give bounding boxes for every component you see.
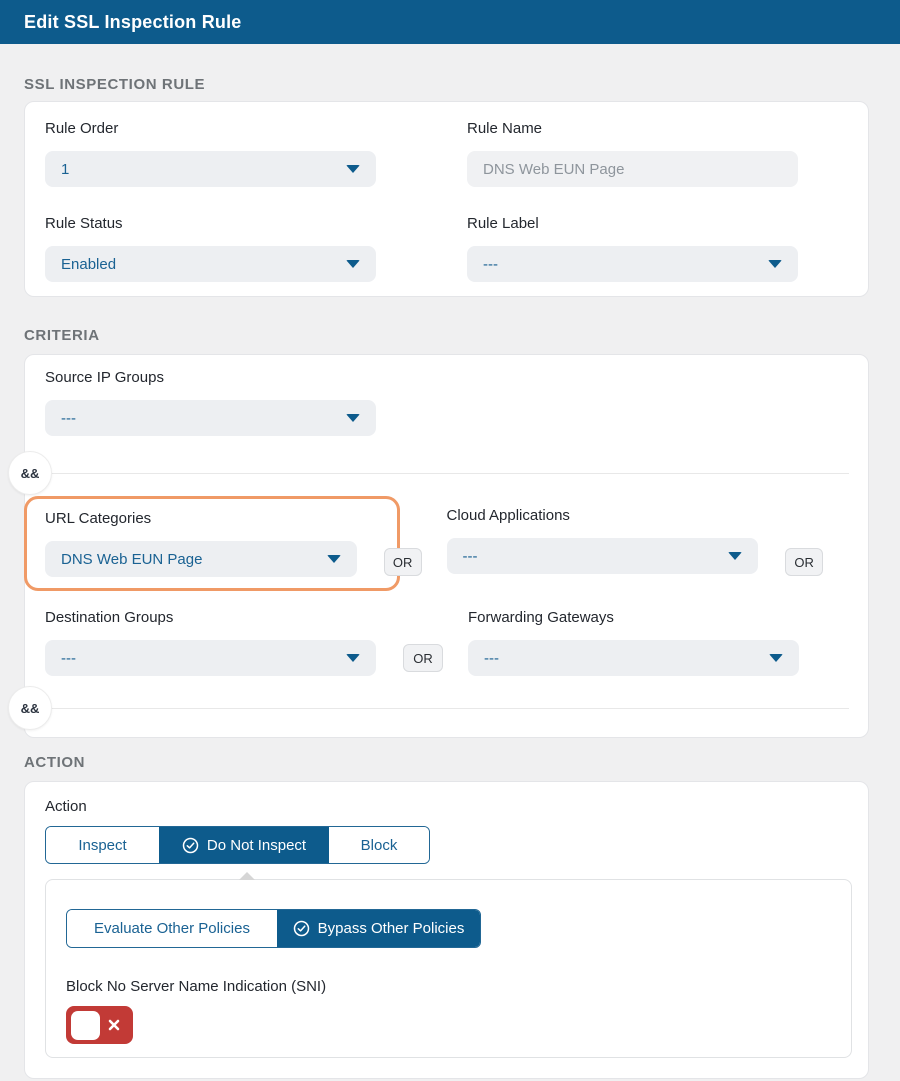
field-cloud-applications (447, 507, 759, 580)
dialog-header (0, 0, 900, 44)
policy-tab-group (66, 909, 481, 948)
page-title: Edit SSL Inspection Rule (24, 11, 242, 32)
action-card (24, 781, 869, 1079)
cloud-applications-value: --- (462, 547, 478, 565)
action-tab-group (45, 826, 430, 864)
destination-groups-label: Destination Groups (45, 609, 174, 626)
rule-card (24, 101, 869, 297)
chevron-down-icon (728, 552, 742, 560)
and-operator-badge: && (8, 451, 52, 495)
divider (52, 708, 849, 709)
rule-label-label: Rule Label (467, 215, 539, 232)
field-rule-name (467, 120, 798, 187)
rule-order-label: Rule Order (45, 120, 119, 137)
url-categories-dropdown[interactable] (45, 541, 357, 577)
criteria-card (20, 354, 869, 738)
url-categories-highlight (24, 496, 400, 591)
sni-toggle[interactable] (66, 1006, 133, 1044)
chevron-down-icon (346, 260, 360, 268)
tab-inspect[interactable] (46, 827, 159, 863)
rule-name-input[interactable] (467, 151, 798, 187)
tab-do-not-inspect[interactable] (159, 827, 329, 863)
chevron-down-icon (346, 165, 360, 173)
field-url-categories (45, 507, 357, 580)
x-icon (100, 1018, 128, 1032)
and-operator-badge: && (8, 686, 52, 730)
destination-groups-dropdown[interactable] (45, 640, 376, 676)
rule-name-label: Rule Name (467, 120, 543, 137)
source-ip-groups-label: Source IP Groups (45, 369, 164, 386)
chevron-down-icon (768, 260, 782, 268)
forwarding-gateways-value: --- (484, 649, 499, 667)
rule-status-dropdown[interactable] (45, 246, 376, 282)
criteria-section-heading: CRITERIA (24, 327, 100, 344)
forwarding-gateways-label: Forwarding Gateways (468, 609, 614, 626)
field-rule-label (467, 215, 798, 282)
rule-order-value: 1 (61, 160, 70, 178)
chevron-down-icon (769, 654, 783, 662)
or-operator-chip: OR (384, 548, 422, 576)
tab-block[interactable] (329, 827, 429, 863)
tab-evaluate-label: Evaluate Other Policies (94, 920, 250, 937)
sni-toggle-label: Block No Server Name Indication (SNI) (66, 978, 327, 995)
divider (52, 473, 849, 474)
rule-status-value: Enabled (61, 255, 117, 273)
tab-block-label: Block (360, 836, 398, 854)
field-rule-status (45, 215, 376, 282)
tab-bypass-other-policies[interactable] (277, 910, 480, 947)
do-not-inspect-panel (45, 879, 852, 1058)
tab-bypass-label: Bypass Other Policies (317, 920, 465, 937)
chevron-down-icon (327, 555, 341, 563)
dialog-body (0, 76, 900, 1079)
field-rule-order (45, 120, 376, 187)
cloud-applications-label: Cloud Applications (446, 507, 570, 524)
field-destination-groups (45, 609, 376, 676)
tab-do-not-inspect-label: Do Not Inspect (206, 836, 307, 854)
or-operator-chip: OR (785, 548, 823, 576)
rule-order-dropdown[interactable] (45, 151, 376, 187)
field-forwarding-gateways (468, 609, 799, 676)
chevron-down-icon (346, 414, 360, 422)
action-section-heading: ACTION (24, 754, 86, 771)
rule-status-label: Rule Status (45, 215, 123, 232)
check-circle-icon (293, 920, 310, 937)
forwarding-gateways-dropdown[interactable] (468, 640, 799, 676)
chevron-down-icon (346, 654, 360, 662)
action-label: Action (45, 798, 87, 815)
panel-notch-icon (239, 872, 255, 880)
or-operator-chip: OR (403, 644, 443, 672)
check-circle-icon (182, 837, 199, 854)
rule-section-heading: SSL INSPECTION RULE (24, 76, 206, 93)
source-ip-groups-dropdown[interactable] (45, 400, 376, 436)
rule-label-dropdown[interactable] (467, 246, 798, 282)
tab-evaluate-other-policies[interactable] (67, 910, 277, 947)
cloud-applications-dropdown[interactable] (447, 538, 759, 574)
tab-inspect-label: Inspect (78, 836, 127, 854)
url-categories-value: DNS Web EUN Page (61, 550, 203, 568)
field-source-ip-groups (45, 369, 376, 436)
toggle-knob (71, 1011, 100, 1040)
destination-groups-value: --- (61, 649, 76, 667)
source-ip-groups-value: --- (61, 409, 76, 427)
url-categories-label: URL Categories (45, 510, 152, 527)
rule-label-value: --- (483, 255, 498, 273)
